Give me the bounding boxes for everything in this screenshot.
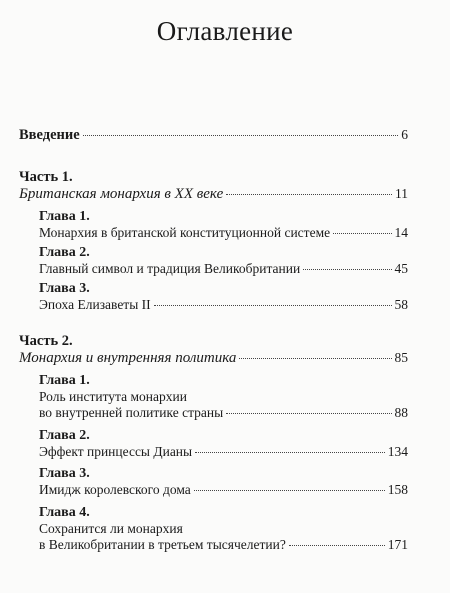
leader-dots [239, 358, 391, 359]
page-title: Оглавление [156, 16, 294, 46]
chapter-title-line: во внутренней политике страны [39, 405, 224, 420]
leader-dots [154, 305, 392, 306]
part-1-chapter-3[interactable] [39, 281, 408, 313]
toc-entry-intro[interactable] [19, 127, 408, 144]
chapter-label: Глава 4. [39, 505, 90, 520]
chapter-page: 134 [387, 444, 408, 459]
part-1-title: Британская монархия в XX веке [19, 186, 224, 202]
intro-label: Введение [19, 127, 80, 143]
chapter-page: 88 [394, 405, 408, 420]
intro-page: 6 [401, 127, 408, 142]
part-1-chapter-2[interactable] [39, 245, 408, 277]
chapter-page: 158 [387, 482, 408, 497]
part-2-label: Часть 2. [19, 333, 73, 349]
chapter-page: 14 [394, 225, 408, 240]
part-2-header[interactable] [19, 333, 408, 367]
leader-dots [333, 233, 391, 234]
leader-dots [289, 545, 385, 546]
leader-dots [83, 135, 399, 136]
leader-dots [226, 194, 392, 195]
part-1-chapter-1[interactable] [39, 209, 408, 241]
part-2-chapter-4[interactable] [39, 505, 408, 553]
chapter-label: Глава 1. [39, 209, 90, 224]
part-1-label: Часть 1. [19, 169, 73, 185]
chapter-title: Эффект принцессы Дианы [39, 444, 193, 459]
chapter-page: 45 [394, 261, 408, 276]
part-2-chapter-2[interactable] [39, 428, 408, 460]
chapter-label: Глава 3. [39, 281, 90, 296]
chapter-title-line: Роль института монархии [39, 389, 187, 404]
chapter-title-line: в Великобритании в третьем тысячелетии? [39, 537, 286, 552]
chapter-page: 171 [387, 537, 408, 552]
chapter-label: Глава 2. [39, 428, 90, 443]
part-2-chapter-1[interactable] [39, 373, 408, 421]
leader-dots [226, 413, 391, 414]
part-2-page: 85 [394, 350, 408, 365]
chapter-title: Монархия в британской конституционной системе [39, 225, 331, 240]
leader-dots [194, 490, 385, 491]
part-1-header[interactable] [19, 169, 408, 203]
chapter-label: Глава 1. [39, 373, 90, 388]
part-1-page: 11 [395, 186, 408, 201]
leader-dots [195, 452, 385, 453]
chapter-title-line: Сохранится ли монархия [39, 521, 183, 536]
chapter-title: Главный символ и традиция Великобритании [39, 261, 301, 276]
chapter-page: 58 [394, 297, 408, 312]
part-2-chapter-3[interactable] [39, 466, 408, 498]
chapter-label: Глава 3. [39, 466, 90, 481]
chapter-label: Глава 2. [39, 245, 90, 260]
leader-dots [303, 269, 391, 270]
chapter-title: Имидж королевского дома [39, 482, 191, 497]
chapter-title: Эпоха Елизаветы II [39, 297, 151, 312]
part-2-title: Монархия и внутренняя политика [19, 350, 237, 366]
